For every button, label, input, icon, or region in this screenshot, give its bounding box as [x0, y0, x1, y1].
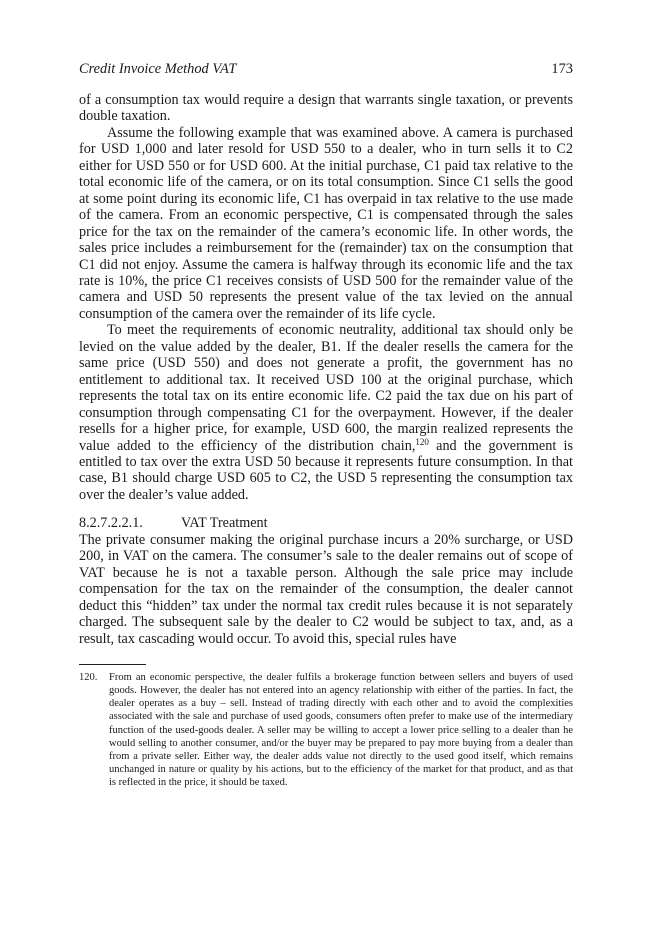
paragraph-text-after-ref: and the government is entitled to tax over the extra USD 50 because it represents future consumption. In that case, B1 should charge USD 605 to C2, the USD 5 representing the consumption tax over the dealer’s value added. [79, 437, 573, 503]
paragraph-continuation: of a consumption tax would require a design that warrants single taxation, or prevents double taxation. [79, 92, 573, 125]
footnote-120 [79, 671, 573, 789]
paragraph-vat-treatment: The private consumer making the original purchase incurs a 20% surcharge, or USD 200, in VAT on the camera. The consumer’s sale to the dealer remains out of scope of VAT because he is not a taxable person. Although the sale price may include compensation for the tax on the remainder of the consumption, the dealer cannot deduct this “hidden” tax under the normal tax credit rules because it is not separately charged. The subsequent sale by the dealer to C2 would be subject to tax, and, as a result, tax cascading would occur. To avoid this, special rules have [79, 531, 573, 647]
section-title: VAT Treatment [181, 515, 268, 532]
running-header [79, 60, 573, 78]
body-text [79, 92, 573, 647]
section-heading [79, 515, 573, 531]
running-title: Credit Invoice Method VAT [79, 61, 237, 77]
footnote-text: From an economic perspective, the dealer fulfils a brokerage function between sellers and buyers of used goods. However, the dealer has not entered into an agency relationship with either of the parties. In fact, the dealer operates as a buy – sell. Instead of trading directly with each other and to avoid the complexities associated with the sale and purchase of used goods, consumers often prefer to make use of the intermediary function of the used-goods dealer. A seller may be willing to accept a lower price selling to a dealer than he would selling to another consumer, and/or the buyer may be prepared to pay more buying from a dealer than from a private seller. Either way, the dealer adds value not directly to the used good itself, which remains unchanged in nature or quality by his actions, but to the efficiency of the market for that product, and as that is reflected in the price, it should be taxed. [109, 671, 573, 789]
paragraph-camera-example: Assume the following example that was examined above. A camera is purchased for USD 1,000 and later resold for USD 550 to a dealer, who in turn sells it to C2 either for USD 550 or for USD 600. At the initial purchase, C1 paid tax relative to the total economic life of the camera, or on its total consumption. Since C1 sells the good at some point during its economic life, C1 has overpaid in tax relative to the use made of the camera. From an economic perspective, C1 is compensated through the sales price for the tax on the remainder of the camera’s economic life. In other words, the sales price includes a reimbursement for the (remainder) tax on the consumption that C1 did not enjoy. Assume the camera is halfway through its economic life and the tax rate is 10%, the price C1 receives consists of USD 500 for the remainder value of the camera and USD 50 represents the present value of the tax levied on the annual consumption of the camera over the remainder of its life cycle. [79, 124, 573, 322]
footnote-divider [79, 664, 146, 665]
paragraph-text-before-ref: To meet the requirements of economic neutrality, additional tax should only be levied on the value added by the dealer, B1. If the dealer resells the camera for the same price (USD 550) and does not generate a profit, the government has no entitlement to additional tax. It received USD 100 at the original purchase, which represents the total tax on its entire economic life. C2 paid the tax due on his part of consumption through compensating C1 for the overpayment. However, if the dealer resells for a higher price, for example, USD 600, the margin realized represents the value added to the efficiency of the distribution chain, [79, 322, 573, 454]
paragraph-economic-neutrality [79, 322, 573, 503]
footnote-number: 120. [79, 671, 98, 683]
section-number: 8.2.7.2.2.1. [79, 515, 143, 532]
document-page [79, 60, 573, 789]
page-number: 173 [551, 61, 573, 77]
footnote-reference[interactable]: 120 [415, 436, 429, 447]
